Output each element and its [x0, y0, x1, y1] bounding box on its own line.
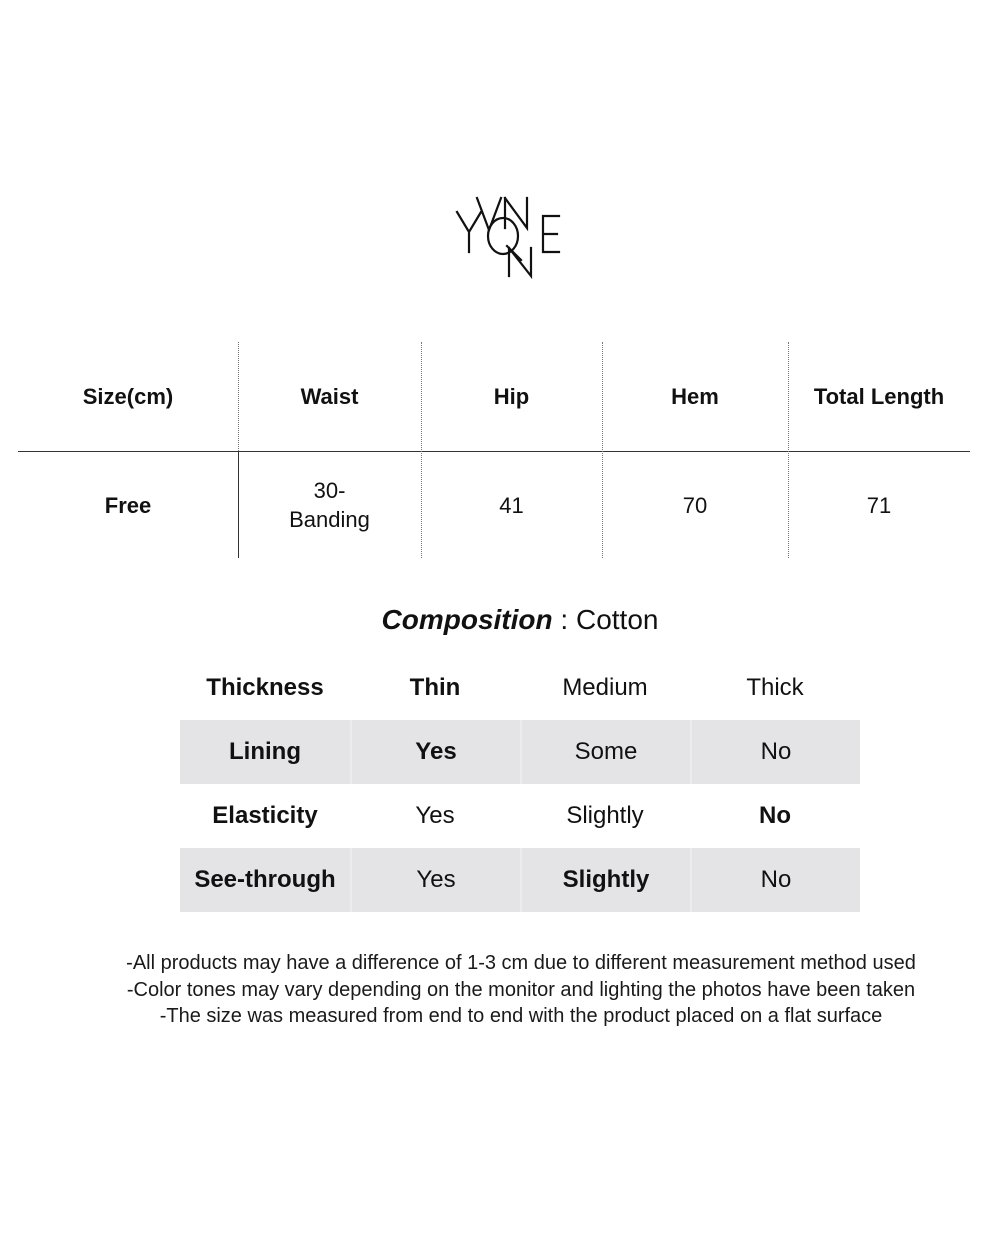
- column-divider: [421, 342, 422, 558]
- cell-total-length: 71: [866, 492, 892, 518]
- note-line: -All products may have a difference of 1-3 cm due to different measurement method used: [126, 952, 916, 974]
- fabric-row-label: Lining: [180, 720, 350, 784]
- fabric-option: Yes: [350, 848, 520, 912]
- cell-hem: 70: [682, 492, 708, 518]
- cell-waist-line2: Banding: [289, 507, 370, 532]
- note-line: -Color tones may vary depending on the monitor and lighting the photos have been taken: [126, 978, 916, 1001]
- size-table-header-row: [18, 342, 970, 451]
- composition-separator: :: [552, 604, 576, 635]
- fabric-option: No: [690, 720, 860, 784]
- column-divider: [788, 342, 789, 558]
- fabric-row-thickness: [180, 656, 860, 720]
- cell-waist-line1: 30-: [313, 478, 346, 503]
- fabric-option-selected: Yes: [350, 720, 520, 784]
- composition-value: Cotton: [575, 604, 659, 635]
- composition-line: [0, 600, 994, 640]
- brand-logo: [447, 190, 582, 286]
- fabric-option: Yes: [415, 802, 455, 829]
- column-divider: [238, 451, 239, 558]
- fabric-row-see-through: [180, 848, 860, 912]
- fabric-row-label: Thickness: [206, 674, 324, 701]
- table-row: [18, 452, 970, 558]
- fabric-option: Medium: [562, 674, 648, 701]
- note-line: -The size was measured from end to end with the product placed on a flat surface: [159, 1005, 883, 1027]
- cell-hip: 41: [499, 492, 524, 518]
- size-table: [18, 342, 970, 558]
- fabric-row-label: See-through: [180, 848, 350, 912]
- fabric-properties-table: [180, 656, 860, 912]
- fabric-option: Slightly: [566, 802, 644, 829]
- column-divider: [238, 342, 239, 451]
- brand-monogram-logo-icon: [447, 190, 582, 286]
- disclaimer-notes: [0, 950, 994, 1030]
- fabric-option: Some: [520, 720, 690, 784]
- header-size: Size(cm): [82, 384, 174, 409]
- fabric-option-selected: Thin: [409, 674, 461, 701]
- fabric-row-lining: [180, 720, 860, 784]
- header-hem: Hem: [671, 384, 719, 409]
- fabric-option-selected: No: [759, 802, 791, 829]
- fabric-option: Thick: [746, 674, 804, 701]
- header-waist: Waist: [300, 384, 359, 409]
- fabric-option: No: [690, 848, 860, 912]
- fabric-row-label: Elasticity: [212, 802, 318, 829]
- header-total-length: Total Length: [813, 384, 945, 409]
- fabric-option-selected: Slightly: [520, 848, 690, 912]
- fabric-row-elasticity: [180, 784, 860, 848]
- composition-label: Composition: [381, 604, 553, 635]
- column-divider: [602, 342, 603, 558]
- cell-size: Free: [104, 492, 152, 518]
- header-hip: Hip: [493, 384, 530, 409]
- cell-waist: [238, 452, 421, 558]
